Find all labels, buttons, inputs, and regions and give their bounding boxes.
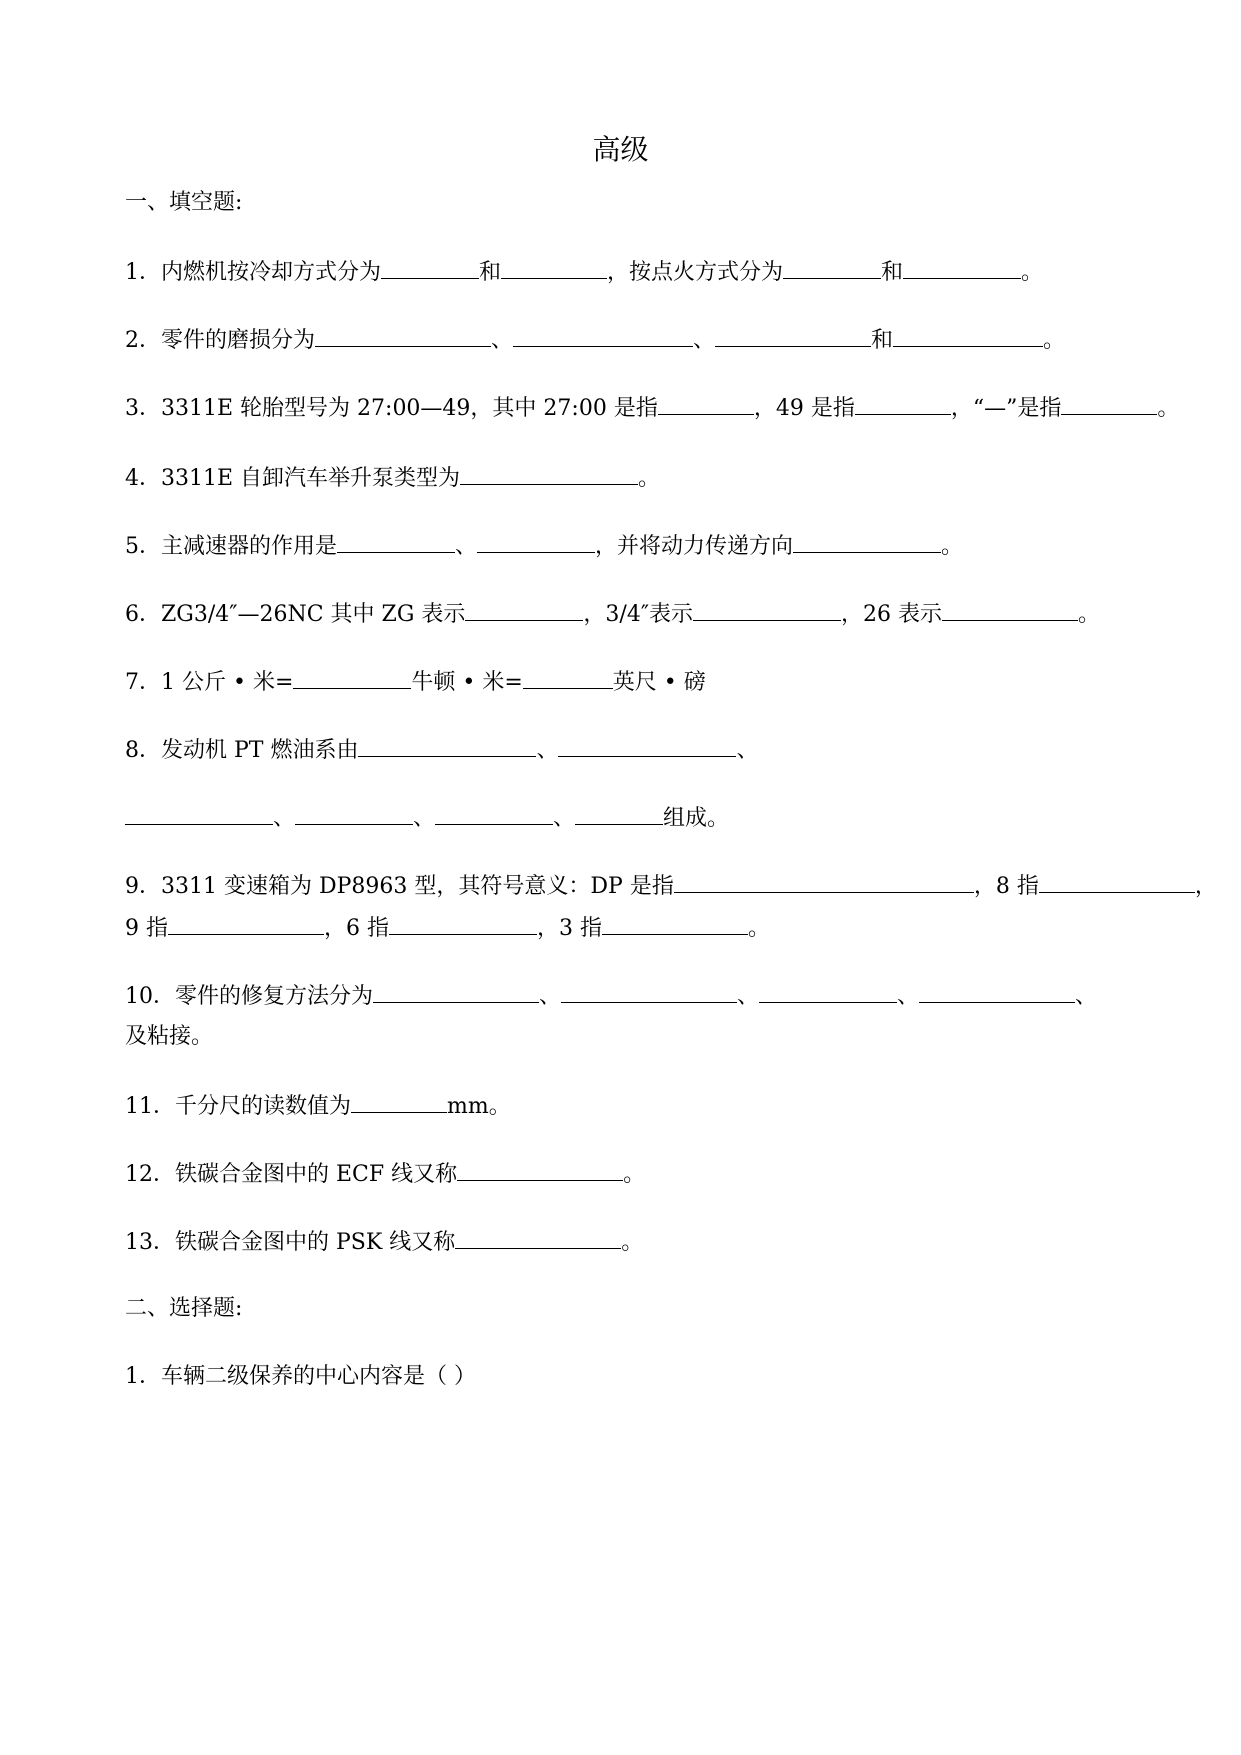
question-12: 12．铁碳合金图中的 ECF 线又称 。 (125, 1158, 645, 1190)
blank (893, 324, 1043, 347)
blank (351, 1090, 447, 1113)
blank (558, 734, 736, 757)
blank (373, 980, 539, 1003)
blank (575, 802, 663, 825)
blank (855, 392, 951, 415)
section-fill-blank-heading: 一、填空题: (125, 190, 243, 215)
blank (1039, 870, 1195, 893)
question-7: 7．1 公斤 • 米= 牛顿 • 米= 英尺 • 磅 (125, 666, 706, 698)
blank (168, 912, 324, 935)
question-1: 1．内燃机按冷却方式分为 和 ，按点火方式分为 和 。 (125, 256, 1043, 288)
blank (715, 324, 871, 347)
blank (337, 530, 455, 553)
blank (523, 666, 613, 689)
blank (658, 392, 754, 415)
blank (602, 912, 748, 935)
question-10-continued: 及粘接。 (125, 1024, 214, 1049)
question-8: 8．发动机 PT 燃油系由 、 、 (125, 734, 759, 766)
blank (125, 802, 273, 825)
blank (501, 256, 607, 279)
blank (295, 802, 413, 825)
blank (942, 598, 1078, 621)
blank (477, 530, 595, 553)
blank (783, 256, 881, 279)
blank (903, 256, 1021, 279)
blank (674, 870, 974, 893)
blank (315, 324, 491, 347)
question-9: 9．3311 变速箱为 DP8963 型，其符号意义：DP 是指 ，8 指 ， (125, 870, 1217, 902)
blank (1061, 392, 1157, 415)
question-6: 6．ZG3/4″—26NC 其中 ZG 表示 ，3/4″表示 ，26 表示 。 (125, 598, 1100, 630)
blank (293, 666, 411, 689)
blank (793, 530, 941, 553)
blank (389, 912, 537, 935)
blank (381, 256, 479, 279)
question-13: 13．铁碳合金图中的 PSK 线又称 。 (125, 1226, 643, 1258)
blank (513, 324, 693, 347)
question-3: 3．3311E 轮胎型号为 27:00—49，其中 27:00 是指 ，49 是指 ，“—”是指 。 (125, 392, 1179, 424)
question-2: 2．零件的磨损分为 、 、 和 。 (125, 324, 1065, 356)
question-11: 11．千分尺的读数值为 mm。 (125, 1090, 511, 1122)
blank (919, 980, 1075, 1003)
page-title: 高级 (592, 133, 649, 166)
blank (561, 980, 737, 1003)
question-9-continued: 9 指 ，6 指 ，3 指 。 (125, 912, 770, 944)
blank (358, 734, 536, 757)
blank (460, 462, 638, 485)
question-10: 10．零件的修复方法分为 、 、 、 、 (125, 980, 1097, 1012)
question-4: 4．3311E 自卸汽车举升泵类型为 。 (125, 462, 660, 494)
section-choice-heading: 二、选择题: (125, 1296, 243, 1321)
blank (435, 802, 553, 825)
choice-question-1: 1．车辆二级保养的中心内容是（ ） (125, 1364, 476, 1389)
question-5: 5．主减速器的作用是 、 ，并将动力传递方向 。 (125, 530, 963, 562)
blank (759, 980, 897, 1003)
blank (457, 1158, 623, 1181)
question-8-continued: 、 、 、 组成。 (125, 802, 729, 834)
blank (455, 1226, 621, 1249)
blank (693, 598, 841, 621)
blank (465, 598, 583, 621)
